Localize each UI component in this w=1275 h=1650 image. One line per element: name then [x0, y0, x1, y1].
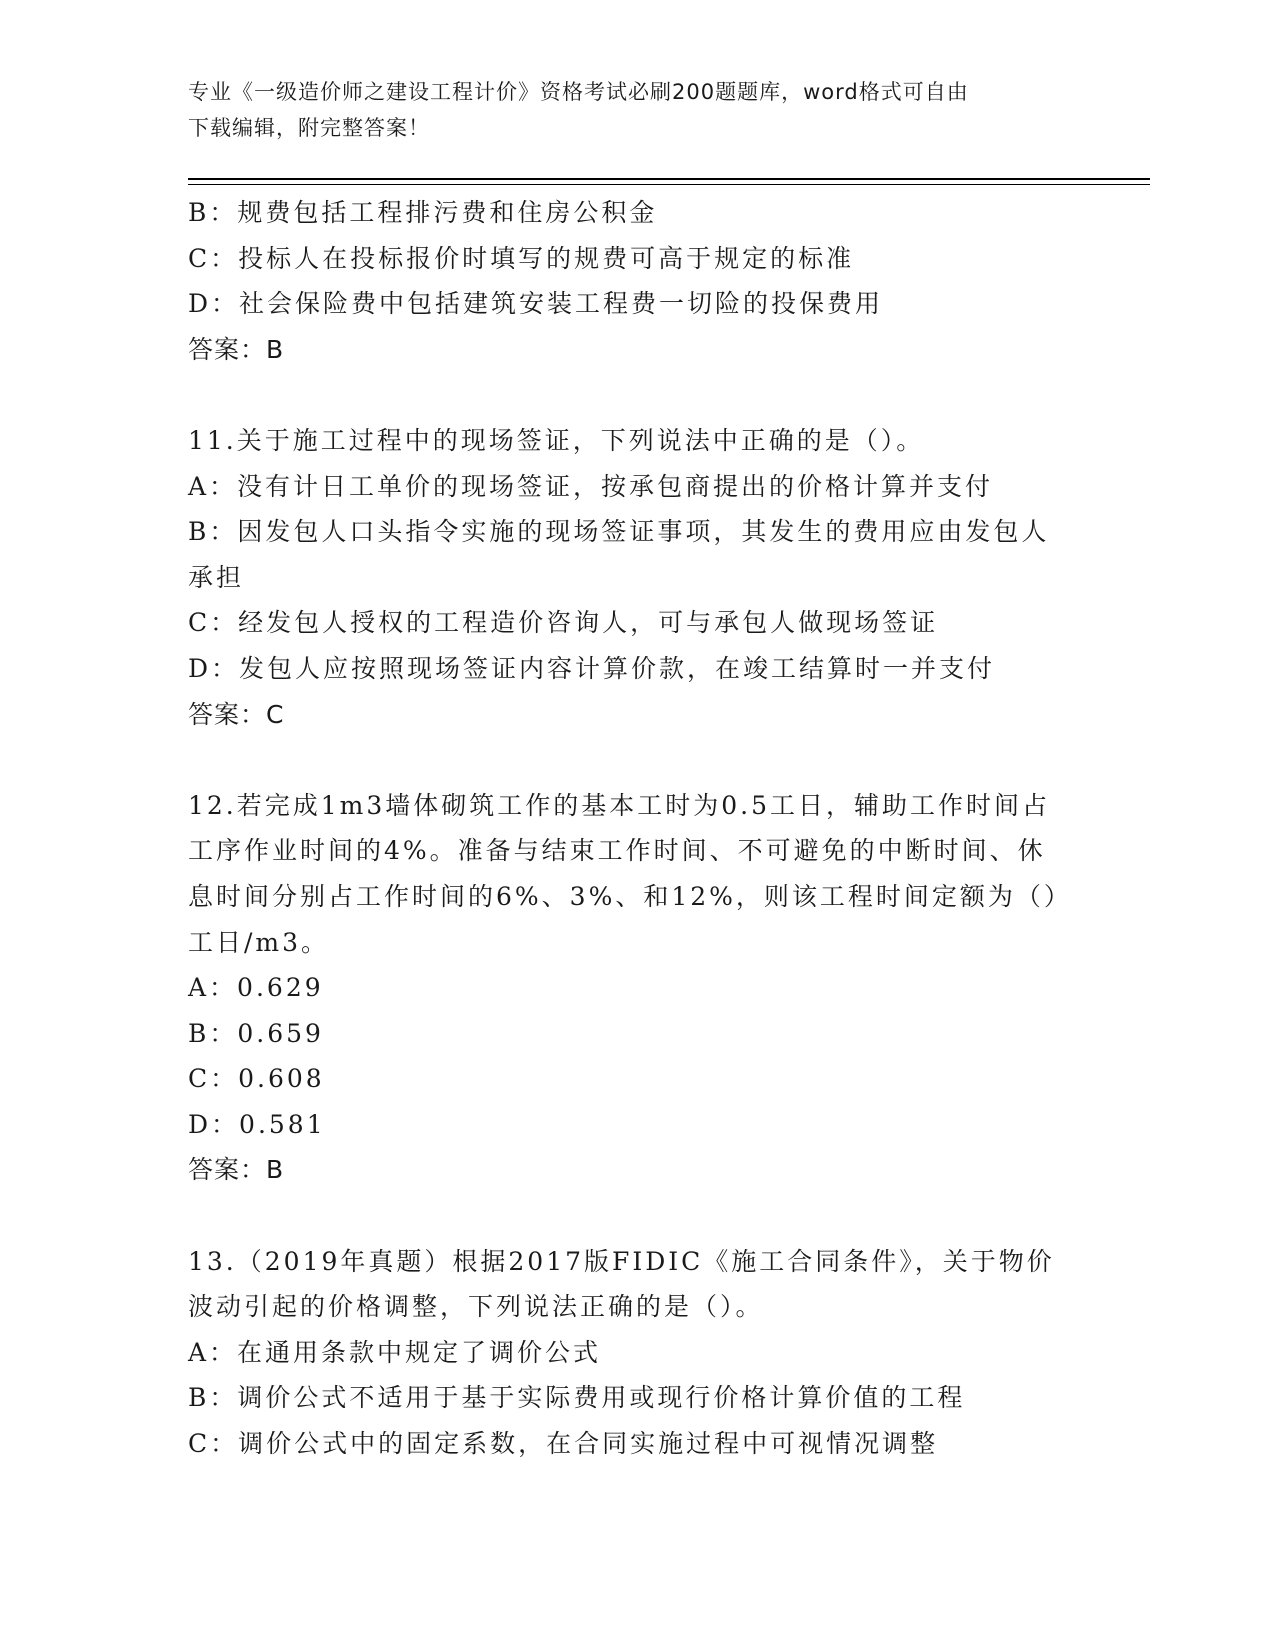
question-12 [188, 783, 1072, 1193]
option-a: A：在通用条款中规定了调价公式 [188, 1337, 602, 1367]
spacer [188, 737, 1068, 783]
question-stem-4: 工日/m3。 [188, 927, 330, 957]
answer-line: 答案：B [188, 334, 285, 364]
option-d: D：社会保险费中包括建筑安装工程费一切险的投保费用 [188, 289, 884, 319]
header-divider-thick [188, 178, 1150, 180]
question-stem-1: 13.（2019年真题）根据2017版FIDIC《施工合同条件》，关于物价 [188, 1246, 1055, 1276]
spacer [188, 372, 1068, 418]
option-b: B：调价公式不适用于基于实际费用或现行价格计算价值的工程 [188, 1383, 966, 1413]
question-stem-2: 波动引起的价格调整，下列说法正确的是（）。 [188, 1292, 764, 1322]
option-b: B：0.659 [188, 1018, 324, 1048]
question-stem-1: 12.若完成1m3墙体砌筑工作的基本工时为0.5工日，辅助工作时间占 [188, 790, 1051, 820]
document-header [188, 74, 1088, 146]
question-stem-3: 息时间分别占工作时间的6%、3%、和12%，则该工程时间定额为（） [188, 881, 1072, 911]
option-b: B：因发包人口头指令实施的现场签证事项，其发生的费用应由发包人 [188, 517, 1050, 547]
header-line-1: 专业《一级造价师之建设工程计价》资格考试必刷200题题库，word格式可自由 [188, 80, 969, 104]
option-b: B：规费包括工程排污费和住房公积金 [188, 198, 658, 227]
option-a: A：0.629 [188, 973, 324, 1003]
option-d: D：发包人应按照现场签证内容计算价款，在竣工结算时一并支付 [188, 653, 996, 683]
header-line-2: 下载编辑，附完整答案！ [188, 116, 430, 140]
option-d: D：0.581 [188, 1109, 326, 1139]
option-c: C：0.608 [188, 1064, 325, 1094]
spacer [188, 1193, 1068, 1239]
question-stem: 11.关于施工过程中的现场签证，下列说法中正确的是（）。 [188, 425, 925, 455]
question-body [188, 190, 1072, 1467]
header-divider-thin [188, 184, 1150, 185]
answer-line: 答案：B [188, 1155, 285, 1185]
option-c: C：投标人在投标报价时填写的规费可高于规定的标准 [188, 243, 855, 273]
option-c: C：调价公式中的固定系数，在合同实施过程中可视情况调整 [188, 1429, 939, 1459]
option-a: A：没有计日工单价的现场签证，按承包商提出的价格计算并支付 [188, 471, 994, 501]
question-13 [188, 1239, 1068, 1467]
question-11 [188, 418, 1068, 737]
option-b-continued: 承担 [188, 562, 245, 592]
question-10-remainder [188, 190, 1068, 372]
question-stem-2: 工序作业时间的4%。准备与结束工作时间、不可避免的中断时间、休 [188, 836, 1046, 866]
answer-line: 答案：C [188, 699, 285, 729]
option-c: C：经发包人授权的工程造价咨询人，可与承包人做现场签证 [188, 608, 939, 638]
